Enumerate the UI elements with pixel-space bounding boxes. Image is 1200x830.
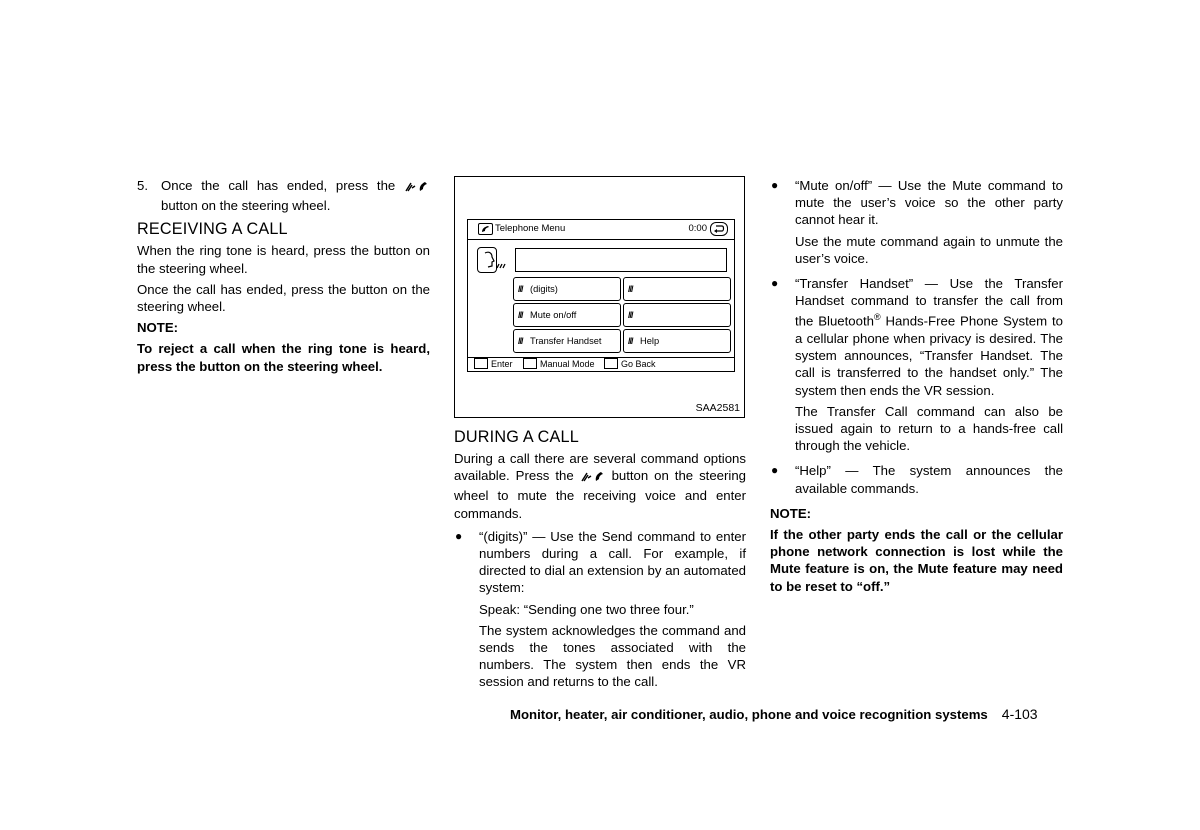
- receiving-heading: RECEIVING A CALL: [137, 220, 288, 239]
- digits-button[interactable]: [513, 277, 621, 301]
- help-button-label: Help: [640, 336, 660, 346]
- during-call-intro: [454, 450, 746, 522]
- bullet-transfer: [770, 275, 1063, 458]
- voice-command-icon: ///: [628, 284, 633, 294]
- enter-icon: [474, 358, 488, 369]
- call-timer: 0:00: [688, 223, 707, 234]
- help-button[interactable]: [623, 329, 731, 353]
- receiving-para-2: Once the call has ended, press the button on the steering wheel.: [137, 281, 430, 315]
- manual-mode-label: Manual Mode: [540, 359, 595, 369]
- page-footer: [510, 706, 1038, 722]
- digits-input-box[interactable]: [515, 248, 727, 272]
- telephone-menu-figure: [454, 176, 745, 418]
- transfer-text-2: The Transfer Call command can also be issued again to return to a hands-free call through the vehicle.: [795, 403, 1063, 454]
- talk-phone-icon: [404, 180, 430, 197]
- voice-command-icon: ///: [628, 336, 633, 346]
- transfer-handset-label: Transfer Handset: [530, 336, 602, 346]
- empty-command-button-1[interactable]: [623, 277, 731, 301]
- voice-head-icon: [477, 247, 497, 273]
- screen-header: [468, 220, 734, 240]
- note-text: To reject a call when the ring tone is heard, press the button on the steering wheel.: [137, 341, 430, 374]
- step-5-text-b: button on the steering wheel.: [161, 198, 331, 214]
- go-back-label: Go Back: [621, 359, 656, 369]
- bullet-dot: ●: [771, 463, 779, 478]
- help-text: “Help” — The system announces the available commands.: [795, 463, 1063, 496]
- page-number: 4-103: [1001, 706, 1038, 722]
- bullet-dot: ●: [771, 178, 779, 192]
- intro-text-b: button on the steering wheel to mute the receiving voice and enter commands.: [454, 468, 746, 521]
- digits-button-label: (digits): [530, 284, 558, 294]
- empty-command-button-2[interactable]: [623, 303, 731, 327]
- screen-footer: [468, 357, 734, 371]
- step-number: 5.: [137, 178, 148, 193]
- talk-phone-icon: [580, 470, 606, 487]
- bullet-help: [770, 462, 1063, 500]
- bullet-digits: [454, 528, 746, 695]
- telephone-menu-screen: [467, 219, 735, 372]
- during-call-heading: DURING A CALL: [454, 428, 579, 446]
- speak-text: Speak: “Sending one two three four.”: [479, 601, 694, 617]
- screen-title: Telephone Menu: [495, 223, 566, 234]
- digits-text: “(digits)” — Use the Send command to enter numbers during a call. For example, if directed to dial an extension by an automated system:: [479, 528, 746, 596]
- middle-column: [454, 427, 746, 699]
- step-5: [137, 177, 430, 214]
- phone-icon: [478, 223, 493, 235]
- voice-command-icon: ///: [628, 310, 633, 320]
- mute-button-label: Mute on/off: [530, 310, 577, 320]
- ack-text: The system acknowledges the command and sends the tones associated with the numbers. The system then ends the VR session and returns to the call.: [479, 622, 746, 690]
- figure-label: SAA2581: [695, 402, 740, 414]
- transfer-handset-button[interactable]: [513, 329, 621, 353]
- transfer-text: [795, 275, 1063, 399]
- note-text: If the other party ends the call or the cellular phone network connection is lost while the Mute feature is on, the Mute feature may need to be reset to “off.”: [770, 527, 1063, 594]
- back-icon[interactable]: [710, 222, 728, 236]
- transfer-text-b: Hands-Free Phone System to a cellular phone when privacy is desired. The system announces, “Transfer Handset. The call is transferred to the handset only.” The system then ends the VR session.: [795, 313, 1063, 398]
- note-label: NOTE:: [770, 505, 812, 521]
- section-title: Monitor, heater, air conditioner, audio, phone and voice recognition systems: [510, 707, 988, 722]
- voice-command-icon: ///: [518, 336, 523, 346]
- mute-text-2: Use the mute command again to unmute the user’s voice.: [795, 233, 1063, 266]
- intro-text-a: During a call there are several command options available. Press the: [454, 451, 746, 484]
- mute-text: “Mute on/off” — Use the Mute command to mute the user’s voice so the other party cannot hear it.: [795, 178, 1063, 228]
- enter-label: Enter: [491, 359, 513, 369]
- note-label: NOTE:: [137, 320, 179, 336]
- receiving-para-1: When the ring tone is heard, press the button on the steering wheel.: [137, 243, 430, 276]
- manual-mode-icon: [523, 358, 537, 369]
- voice-command-icon: ///: [518, 310, 523, 320]
- step-5-text-a: Once the call has ended, press the: [161, 178, 396, 193]
- voice-command-icon: ///: [518, 284, 523, 294]
- transfer-text-a: “Transfer Handset” — Use the Transfer Handset command to transfer the call from the Bluetooth: [795, 276, 1063, 329]
- bullet-dot: ●: [771, 276, 779, 291]
- mute-button[interactable]: [513, 303, 621, 327]
- go-back-icon: [604, 358, 618, 369]
- bullet-dot: ●: [455, 528, 463, 543]
- bullet-mute: [770, 177, 1063, 271]
- right-column: [770, 177, 1063, 599]
- registered-mark: ®: [873, 312, 881, 323]
- left-column: [137, 177, 430, 379]
